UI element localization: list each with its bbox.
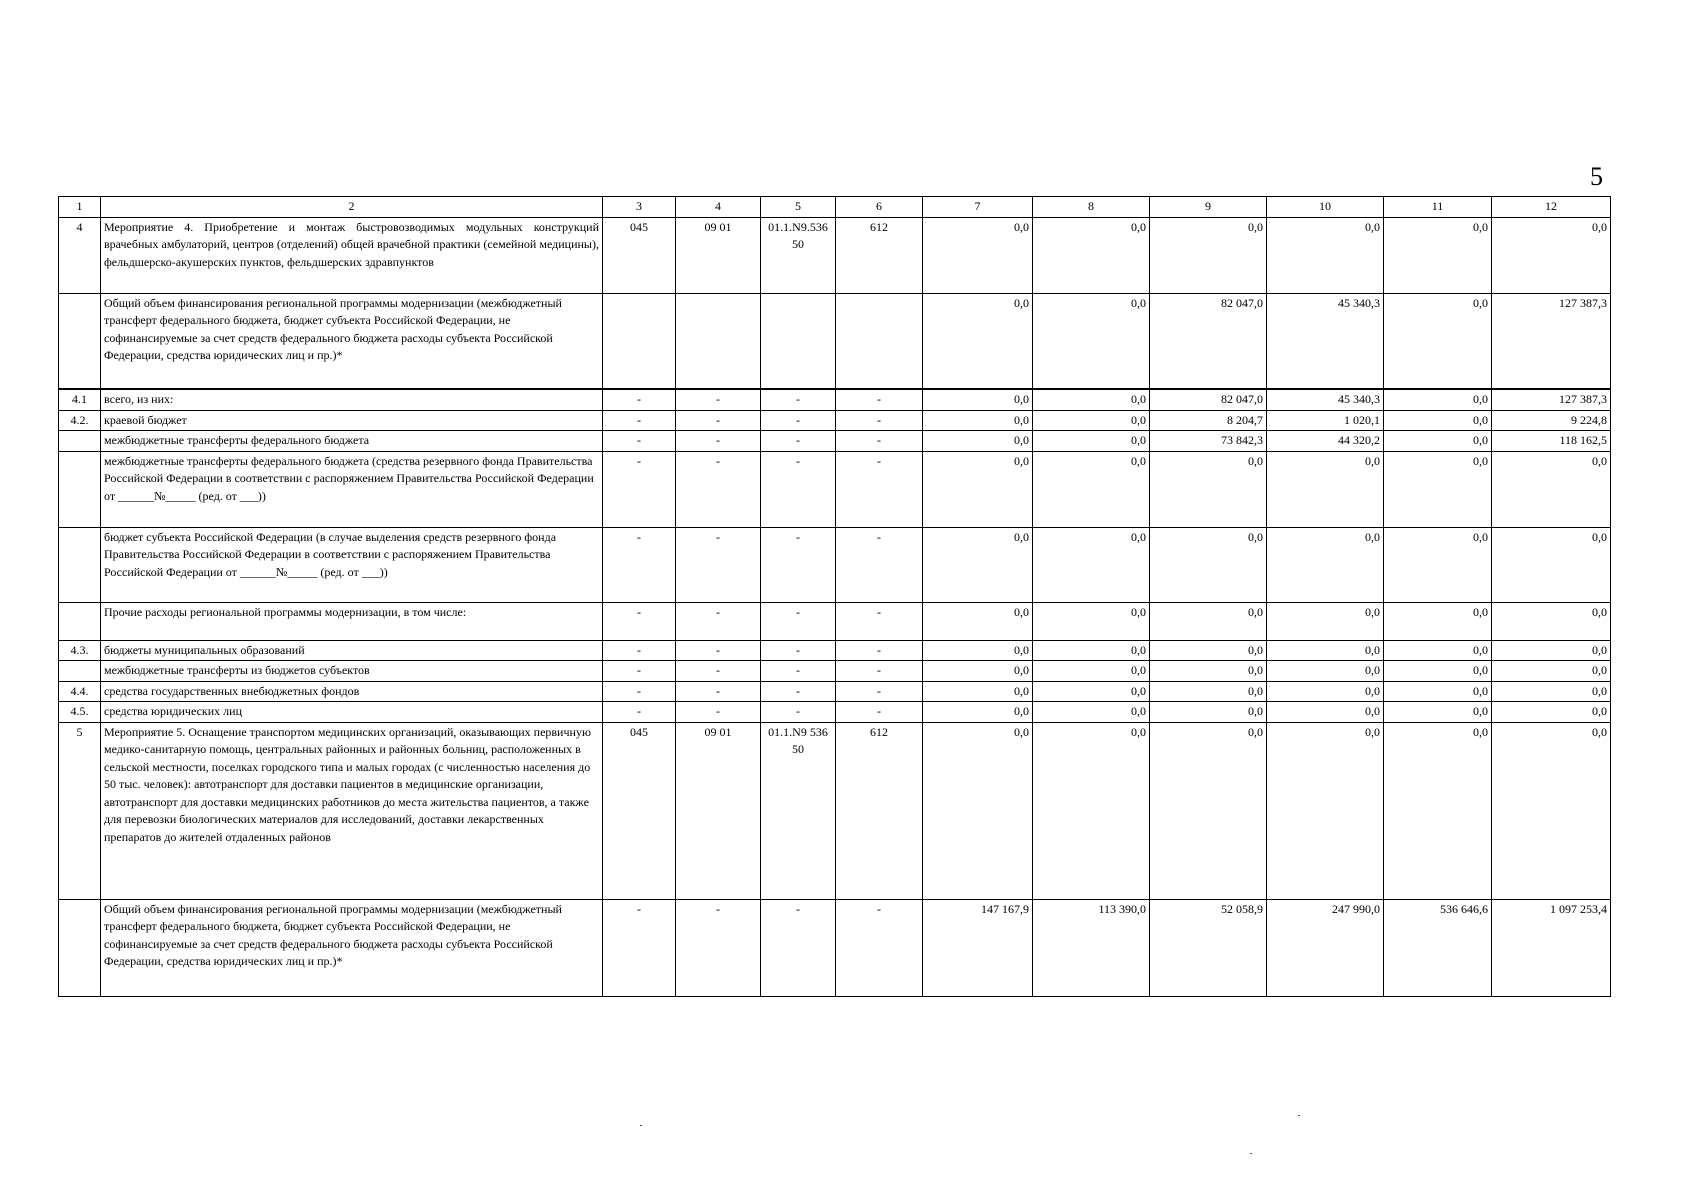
cell-value: 0,0 bbox=[1384, 293, 1492, 389]
row-description: Общий объем финансирования региональной программы модернизации (межбюджетный трансферт федерального бюджета, бюджет субъекта Российской Федерации, не софинансируемые за счет средств федерального бюджета расходы субъекта Российской Федерации, средства юридических лиц и пр.)* bbox=[101, 293, 603, 389]
table-row bbox=[59, 722, 1611, 899]
cell-value: - bbox=[836, 431, 923, 452]
column-header: 11 bbox=[1384, 197, 1492, 218]
cell-value: 0,0 bbox=[1492, 722, 1611, 899]
cell-value: - bbox=[761, 602, 836, 640]
cell-value: 0,0 bbox=[1492, 527, 1611, 602]
cell-value: 147 167,9 bbox=[923, 899, 1033, 996]
table-row bbox=[59, 451, 1611, 527]
cell-value: - bbox=[603, 661, 676, 682]
cell-value: - bbox=[836, 451, 923, 527]
cell-value: - bbox=[676, 451, 761, 527]
cell-value: - bbox=[676, 527, 761, 602]
cell-value: 01.1.N9.536 50 bbox=[761, 217, 836, 293]
cell-value: - bbox=[676, 431, 761, 452]
cell-value: 0,0 bbox=[1033, 431, 1150, 452]
cell-value: 0,0 bbox=[1033, 527, 1150, 602]
cell-value: 8 204,7 bbox=[1150, 410, 1267, 431]
cell-value: 118 162,5 bbox=[1492, 431, 1611, 452]
cell-value: - bbox=[836, 702, 923, 723]
cell-value: 0,0 bbox=[1267, 640, 1384, 661]
table-row bbox=[59, 293, 1611, 389]
cell-value: 09 01 bbox=[676, 217, 761, 293]
row-description: Мероприятие 5. Оснащение транспортом медицинских организаций, оказывающих первичную медико-санитарную помощь, центральных районных и районных больниц, расположенных в сельской местности, поселках городского типа и малых городах (с численностью населения до 50 тыс. человек): автотранспорт для доставки пациентов в медицинские организации, автотранспорт для доставки медицинских работников до места жительства пациентов, а также для перевозки биологических материалов для исследований, доставки лекарственных препаратов до жителей отдаленных районов bbox=[101, 722, 603, 899]
cell-value: 045 bbox=[603, 217, 676, 293]
cell-value: 0,0 bbox=[1150, 681, 1267, 702]
cell-value: - bbox=[676, 661, 761, 682]
cell-value: 0,0 bbox=[1150, 722, 1267, 899]
cell-value: 0,0 bbox=[1384, 681, 1492, 702]
cell-value: 0,0 bbox=[1150, 702, 1267, 723]
cell-value: 0,0 bbox=[1384, 702, 1492, 723]
row-description: бюджет субъекта Российской Федерации (в случае выделения средств резервного фонда Правительства Российской Федерации в соответствии с распоряжением Правительства Российской Федерации от ______№_____ (ред. от ___)) bbox=[101, 527, 603, 602]
cell-value: - bbox=[676, 602, 761, 640]
cell-value: 0,0 bbox=[923, 640, 1033, 661]
scan-mark bbox=[640, 1125, 642, 1126]
cell-value: 0,0 bbox=[1033, 681, 1150, 702]
cell-value: - bbox=[836, 410, 923, 431]
cell-value: 0,0 bbox=[1150, 602, 1267, 640]
cell-value: 1 097 253,4 bbox=[1492, 899, 1611, 996]
row-number bbox=[59, 431, 101, 452]
cell-value: 0,0 bbox=[1492, 702, 1611, 723]
cell-value: - bbox=[761, 431, 836, 452]
cell-value: 82 047,0 bbox=[1150, 389, 1267, 410]
cell-value: - bbox=[603, 681, 676, 702]
cell-value: 0,0 bbox=[1033, 661, 1150, 682]
cell-value: - bbox=[836, 661, 923, 682]
cell-value: 0,0 bbox=[1384, 640, 1492, 661]
cell-value: 09 01 bbox=[676, 722, 761, 899]
cell-value: 0,0 bbox=[923, 410, 1033, 431]
cell-value: 0,0 bbox=[1033, 722, 1150, 899]
cell-value: - bbox=[836, 527, 923, 602]
table-row bbox=[59, 431, 1611, 452]
cell-value: - bbox=[603, 602, 676, 640]
cell-value: 45 340,3 bbox=[1267, 293, 1384, 389]
cell-value: 0,0 bbox=[923, 431, 1033, 452]
cell-value: - bbox=[676, 640, 761, 661]
cell-value: - bbox=[603, 527, 676, 602]
cell-value: 82 047,0 bbox=[1150, 293, 1267, 389]
cell-value: 44 320,2 bbox=[1267, 431, 1384, 452]
cell-value: 0,0 bbox=[1267, 602, 1384, 640]
cell-value: - bbox=[676, 389, 761, 410]
row-number: 4.1 bbox=[59, 389, 101, 410]
table-row bbox=[59, 410, 1611, 431]
column-header: 12 bbox=[1492, 197, 1611, 218]
cell-value: 0,0 bbox=[1267, 702, 1384, 723]
cell-value: 0,0 bbox=[1150, 640, 1267, 661]
cell-value: 0,0 bbox=[1384, 410, 1492, 431]
cell-value: - bbox=[603, 451, 676, 527]
column-header: 4 bbox=[676, 197, 761, 218]
cell-value: - bbox=[761, 899, 836, 996]
table-row bbox=[59, 899, 1611, 996]
cell-value: - bbox=[761, 527, 836, 602]
row-description: всего, из них: bbox=[101, 389, 603, 410]
cell-value bbox=[603, 293, 676, 389]
cell-value: - bbox=[676, 410, 761, 431]
cell-value: 0,0 bbox=[1267, 451, 1384, 527]
table-row bbox=[59, 217, 1611, 293]
row-number: 4 bbox=[59, 217, 101, 293]
cell-value: 536 646,6 bbox=[1384, 899, 1492, 996]
cell-value: 0,0 bbox=[923, 602, 1033, 640]
cell-value: - bbox=[836, 899, 923, 996]
cell-value: 0,0 bbox=[1384, 217, 1492, 293]
table-row bbox=[59, 702, 1611, 723]
cell-value: 0,0 bbox=[923, 722, 1033, 899]
row-number: 4.5. bbox=[59, 702, 101, 723]
cell-value: 0,0 bbox=[923, 702, 1033, 723]
cell-value: 0,0 bbox=[1492, 451, 1611, 527]
page-number: 5 bbox=[1590, 162, 1603, 191]
cell-value: 01.1.N9 536 50 bbox=[761, 722, 836, 899]
row-description: межбюджетные трансферты федерального бюджета bbox=[101, 431, 603, 452]
cell-value: - bbox=[676, 899, 761, 996]
row-number bbox=[59, 661, 101, 682]
cell-value: 0,0 bbox=[923, 293, 1033, 389]
cell-value: 0,0 bbox=[923, 217, 1033, 293]
header-row bbox=[59, 197, 1611, 218]
cell-value: 0,0 bbox=[1492, 661, 1611, 682]
scan-mark bbox=[1298, 1115, 1300, 1116]
cell-value: - bbox=[603, 410, 676, 431]
cell-value: 45 340,3 bbox=[1267, 389, 1384, 410]
cell-value: - bbox=[761, 661, 836, 682]
cell-value: 1 020,1 bbox=[1267, 410, 1384, 431]
cell-value: 045 bbox=[603, 722, 676, 899]
cell-value: 0,0 bbox=[923, 389, 1033, 410]
cell-value: 612 bbox=[836, 217, 923, 293]
row-number: 4.2. bbox=[59, 410, 101, 431]
cell-value: 0,0 bbox=[1267, 661, 1384, 682]
column-header: 7 bbox=[923, 197, 1033, 218]
cell-value: - bbox=[603, 899, 676, 996]
cell-value: 0,0 bbox=[1267, 217, 1384, 293]
cell-value: 0,0 bbox=[1033, 293, 1150, 389]
row-number: 4.4. bbox=[59, 681, 101, 702]
cell-value: 0,0 bbox=[1384, 451, 1492, 527]
cell-value: 0,0 bbox=[1384, 722, 1492, 899]
row-number bbox=[59, 527, 101, 602]
cell-value: 0,0 bbox=[1267, 527, 1384, 602]
funding-table bbox=[58, 196, 1611, 997]
row-description: бюджеты муниципальных образований bbox=[101, 640, 603, 661]
column-header: 1 bbox=[59, 197, 101, 218]
cell-value: - bbox=[603, 431, 676, 452]
column-header: 5 bbox=[761, 197, 836, 218]
cell-value: - bbox=[761, 702, 836, 723]
column-header: 2 bbox=[101, 197, 603, 218]
row-description: межбюджетные трансферты из бюджетов субъектов bbox=[101, 661, 603, 682]
cell-value: - bbox=[761, 640, 836, 661]
cell-value: 0,0 bbox=[1492, 640, 1611, 661]
cell-value: 0,0 bbox=[1267, 722, 1384, 899]
cell-value: 0,0 bbox=[1267, 681, 1384, 702]
cell-value: - bbox=[761, 389, 836, 410]
cell-value: 247 990,0 bbox=[1267, 899, 1384, 996]
row-number bbox=[59, 602, 101, 640]
cell-value: 0,0 bbox=[1492, 217, 1611, 293]
cell-value: 52 058,9 bbox=[1150, 899, 1267, 996]
table-row bbox=[59, 527, 1611, 602]
cell-value: 0,0 bbox=[1150, 451, 1267, 527]
cell-value: - bbox=[603, 702, 676, 723]
scan-mark bbox=[1250, 1153, 1252, 1154]
cell-value bbox=[761, 293, 836, 389]
cell-value: 9 224,8 bbox=[1492, 410, 1611, 431]
column-header: 8 bbox=[1033, 197, 1150, 218]
cell-value: 0,0 bbox=[1150, 661, 1267, 682]
row-description: Прочие расходы региональной программы модернизации, в том числе: bbox=[101, 602, 603, 640]
row-description: Общий объем финансирования региональной программы модернизации (межбюджетный трансферт федерального бюджета, бюджет субъекта Российской Федерации, не софинансируемые за счет средств федерального бюджета расходы субъекта Российской Федерации, средства юридических лиц и пр.)* bbox=[101, 899, 603, 996]
cell-value: 0,0 bbox=[1492, 681, 1611, 702]
column-header: 10 bbox=[1267, 197, 1384, 218]
cell-value: - bbox=[603, 640, 676, 661]
cell-value bbox=[836, 293, 923, 389]
table-row bbox=[59, 389, 1611, 410]
row-number bbox=[59, 899, 101, 996]
cell-value: - bbox=[836, 602, 923, 640]
cell-value: - bbox=[836, 389, 923, 410]
cell-value: 0,0 bbox=[1384, 389, 1492, 410]
row-number bbox=[59, 293, 101, 389]
table-row bbox=[59, 640, 1611, 661]
cell-value: 0,0 bbox=[923, 681, 1033, 702]
table-row bbox=[59, 602, 1611, 640]
cell-value: 0,0 bbox=[1384, 602, 1492, 640]
row-description: Мероприятие 4. Приобретение и монтаж быстровозводимых модульных конструкций врачебных амбулаторий, центров (отделений) общей врачебной практики (семейной медицины), фельдшерско-акушерских пунктов, фельдшерских здравпунктов bbox=[101, 217, 603, 293]
table-row bbox=[59, 661, 1611, 682]
cell-value: 0,0 bbox=[1384, 431, 1492, 452]
cell-value: 0,0 bbox=[1384, 661, 1492, 682]
cell-value: 0,0 bbox=[923, 661, 1033, 682]
cell-value: 0,0 bbox=[1150, 217, 1267, 293]
cell-value: 0,0 bbox=[1033, 602, 1150, 640]
row-description: краевой бюджет bbox=[101, 410, 603, 431]
cell-value: - bbox=[836, 681, 923, 702]
row-description: средства государственных внебюджетных фондов bbox=[101, 681, 603, 702]
row-description: средства юридических лиц bbox=[101, 702, 603, 723]
cell-value: 0,0 bbox=[1150, 527, 1267, 602]
cell-value: 127 387,3 bbox=[1492, 293, 1611, 389]
cell-value: 0,0 bbox=[1384, 527, 1492, 602]
cell-value: 0,0 bbox=[923, 451, 1033, 527]
column-header: 9 bbox=[1150, 197, 1267, 218]
column-header: 3 bbox=[603, 197, 676, 218]
table-row bbox=[59, 681, 1611, 702]
row-number: 5 bbox=[59, 722, 101, 899]
cell-value: 0,0 bbox=[1033, 389, 1150, 410]
cell-value: 0,0 bbox=[1033, 217, 1150, 293]
cell-value: 0,0 bbox=[923, 527, 1033, 602]
cell-value: 0,0 bbox=[1033, 640, 1150, 661]
cell-value: 127 387,3 bbox=[1492, 389, 1611, 410]
cell-value: 612 bbox=[836, 722, 923, 899]
cell-value: - bbox=[676, 702, 761, 723]
cell-value: 0,0 bbox=[1033, 410, 1150, 431]
column-header: 6 bbox=[836, 197, 923, 218]
cell-value: 0,0 bbox=[1033, 451, 1150, 527]
cell-value bbox=[676, 293, 761, 389]
cell-value: 0,0 bbox=[1033, 702, 1150, 723]
cell-value: - bbox=[761, 681, 836, 702]
cell-value: - bbox=[603, 389, 676, 410]
cell-value: - bbox=[761, 410, 836, 431]
row-number bbox=[59, 451, 101, 527]
cell-value: - bbox=[761, 451, 836, 527]
cell-value: 73 842,3 bbox=[1150, 431, 1267, 452]
cell-value: - bbox=[676, 681, 761, 702]
row-number: 4.3. bbox=[59, 640, 101, 661]
cell-value: 0,0 bbox=[1492, 602, 1611, 640]
row-description: межбюджетные трансферты федерального бюджета (средства резервного фонда Правительства Российской Федерации в соответствии с распоряжением Правительства Российской Федерации от ______№_____ (ред. от ___)) bbox=[101, 451, 603, 527]
cell-value: 113 390,0 bbox=[1033, 899, 1150, 996]
cell-value: - bbox=[836, 640, 923, 661]
